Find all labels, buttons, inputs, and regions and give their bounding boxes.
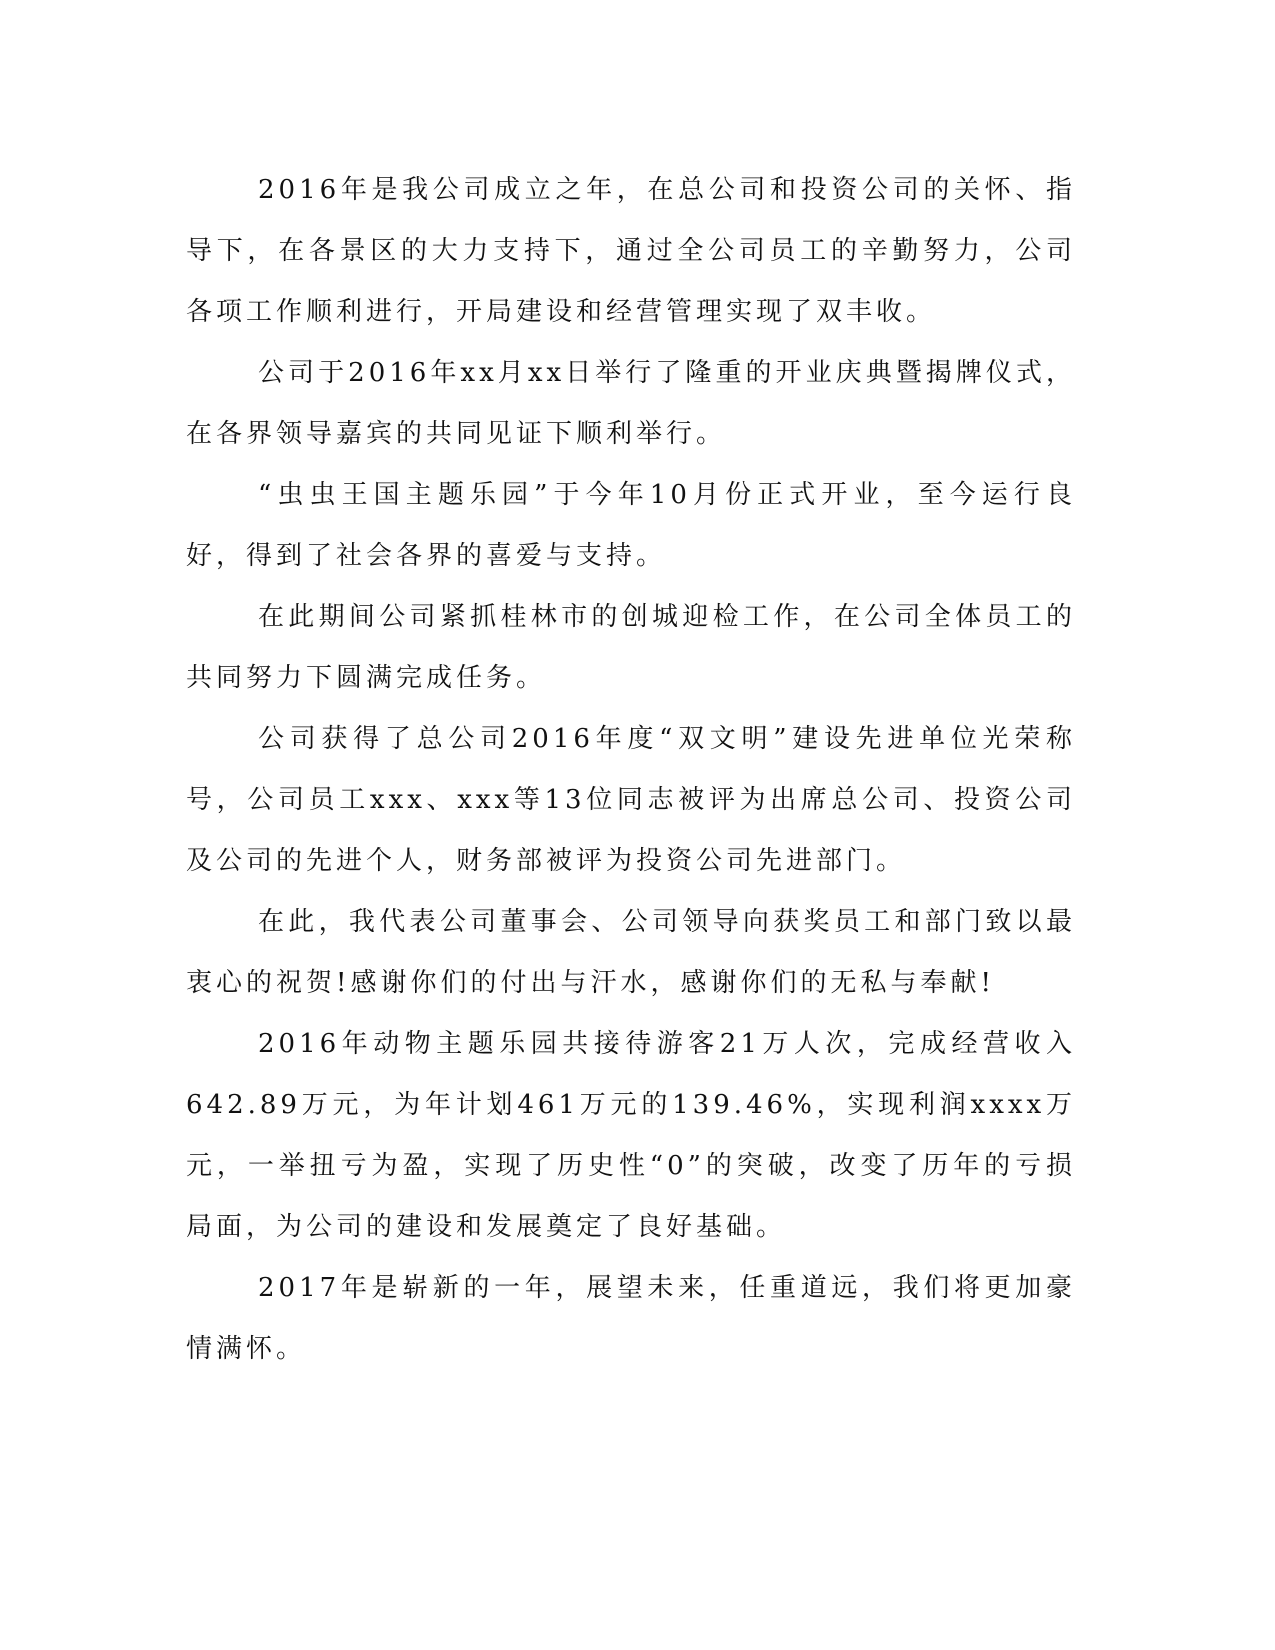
document-body [186,160,1076,1380]
paragraph: 在此，我代表公司董事会、公司领导向获奖员工和部门致以最衷心的祝贺!感谢你们的付出与汗水，感谢你们的无私与奉献! [186,907,1076,998]
paragraph: 2016年动物主题乐园共接待游客21万人次，完成经营收入642.89万元，为年计划461万元的139.46%，实现利润xxxx万元，一举扭亏为盈，实现了历史性“0”的突破，改变了历年的亏损局面，为公司的建设和发展奠定了良好基础。 [186,1029,1076,1242]
paragraph: 2017年是崭新的一年，展望未来，任重道远，我们将更加豪情满怀。 [186,1273,1076,1364]
paragraph: “虫虫王国主题乐园”于今年10月份正式开业，至今运行良好，得到了社会各界的喜爱与支持。 [186,480,1076,571]
paragraph: 公司于2016年xx月xx日举行了隆重的开业庆典暨揭牌仪式，在各界领导嘉宾的共同见证下顺利举行。 [186,358,1076,449]
paragraph: 2016年是我公司成立之年，在总公司和投资公司的关怀、指导下，在各景区的大力支持下，通过全公司员工的辛勤努力，公司各项工作顺利进行，开局建设和经营管理实现了双丰收。 [186,175,1076,327]
paragraph: 公司获得了总公司2016年度“双文明”建设先进单位光荣称号，公司员工xxx、xxx等13位同志被评为出席总公司、投资公司及公司的先进个人，财务部被评为投资公司先进部门。 [186,724,1076,876]
paragraph: 在此期间公司紧抓桂林市的创城迎检工作，在公司全体员工的共同努力下圆满完成任务。 [186,602,1076,693]
